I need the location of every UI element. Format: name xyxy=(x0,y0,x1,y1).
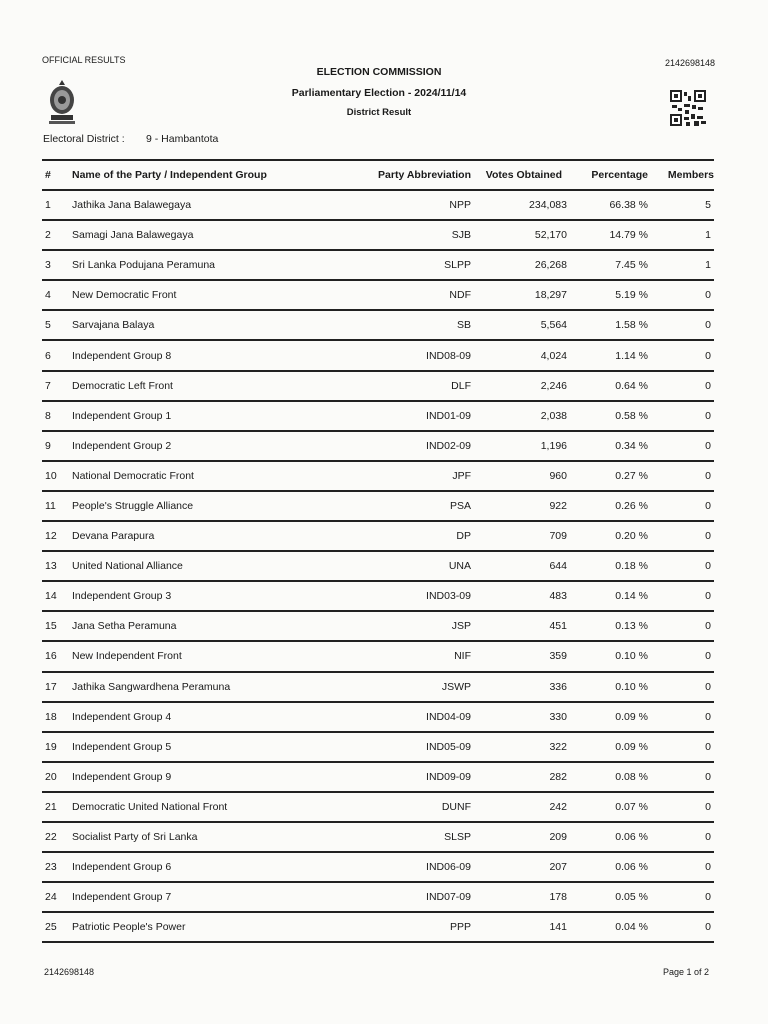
party-abbreviation: NDF xyxy=(449,289,471,302)
table-row xyxy=(42,733,714,763)
party-abbreviation: DUNF xyxy=(441,800,471,813)
footer-document-id: 2142698148 xyxy=(44,967,95,977)
votes-obtained: 52,170 xyxy=(534,229,567,242)
party-abbreviation: IND02-09 xyxy=(426,439,471,452)
percentage: 0.14 % xyxy=(615,590,648,603)
table-row xyxy=(42,372,714,402)
table-row xyxy=(42,311,714,341)
votes-obtained: 207 xyxy=(549,861,567,874)
percentage: 0.09 % xyxy=(615,710,648,723)
party-name: Independent Group 5 xyxy=(72,740,172,753)
votes-obtained: 644 xyxy=(549,560,567,573)
party-abbreviation: JPF xyxy=(452,469,471,482)
party-name: Samagi Jana Balawegaya xyxy=(72,229,194,242)
members: 0 xyxy=(705,289,711,302)
table-row xyxy=(42,221,714,251)
row-number: 10 xyxy=(45,469,57,482)
members: 0 xyxy=(705,861,711,874)
percentage: 0.07 % xyxy=(615,800,648,813)
votes-obtained: 960 xyxy=(549,469,567,482)
votes-obtained: 178 xyxy=(549,891,567,904)
party-abbreviation: IND08-09 xyxy=(426,349,471,362)
row-number: 2 xyxy=(45,229,51,242)
party-name: New Independent Front xyxy=(72,650,182,663)
table-row xyxy=(42,432,714,462)
row-number: 17 xyxy=(45,680,57,693)
row-number: 4 xyxy=(45,289,51,302)
row-number: 23 xyxy=(45,861,57,874)
party-abbreviation: JSWP xyxy=(441,680,471,693)
votes-obtained: 336 xyxy=(549,680,567,693)
percentage: 1.58 % xyxy=(615,319,648,332)
table-row xyxy=(42,402,714,432)
row-number: 3 xyxy=(45,259,51,272)
members: 5 xyxy=(705,199,711,212)
percentage: 0.64 % xyxy=(615,379,648,392)
page-number: Page 1 of 2 xyxy=(662,967,709,977)
table-row xyxy=(42,462,714,492)
percentage: 66.38 % xyxy=(609,199,648,212)
votes-obtained: 18,297 xyxy=(534,289,567,302)
party-name: Independent Group 8 xyxy=(72,349,172,362)
percentage: 0.06 % xyxy=(615,861,648,874)
row-number: 5 xyxy=(45,319,51,332)
table-row xyxy=(42,883,714,913)
table-row xyxy=(42,191,714,221)
row-number: 22 xyxy=(45,831,57,844)
party-name: United National Alliance xyxy=(72,560,183,573)
row-number: 12 xyxy=(45,530,57,543)
members: 0 xyxy=(705,740,711,753)
row-number: 16 xyxy=(45,650,57,663)
col-members: Members xyxy=(667,169,714,181)
table-row xyxy=(42,341,714,371)
party-abbreviation: IND09-09 xyxy=(426,770,471,783)
party-abbreviation: UNA xyxy=(448,560,471,573)
row-number: 18 xyxy=(45,710,57,723)
percentage: 14.79 % xyxy=(609,229,648,242)
party-name: Independent Group 4 xyxy=(72,710,172,723)
percentage: 0.10 % xyxy=(615,650,648,663)
row-number: 24 xyxy=(45,891,57,904)
row-number: 7 xyxy=(45,379,51,392)
party-abbreviation: SLSP xyxy=(444,831,471,844)
votes-obtained: 26,268 xyxy=(534,259,567,272)
party-name: Jathika Jana Balawegaya xyxy=(72,199,192,212)
table-row xyxy=(42,251,714,281)
percentage: 0.13 % xyxy=(615,620,648,633)
official-results-label: OFFICIAL RESULTS xyxy=(42,55,126,65)
election-title: Parliamentary Election - 2024/11/14 xyxy=(291,87,467,99)
party-name: Independent Group 9 xyxy=(72,770,172,783)
col-percentage: Percentage xyxy=(591,169,648,181)
party-abbreviation: SLPP xyxy=(444,259,471,272)
row-number: 14 xyxy=(45,590,57,603)
members: 1 xyxy=(705,259,711,272)
party-abbreviation: PSA xyxy=(449,499,471,512)
members: 0 xyxy=(705,710,711,723)
table-header xyxy=(42,161,714,191)
votes-obtained: 359 xyxy=(549,650,567,663)
members: 0 xyxy=(705,800,711,813)
votes-obtained: 209 xyxy=(549,831,567,844)
members: 0 xyxy=(705,891,711,904)
party-name: Jathika Sangwardhena Peramuna xyxy=(72,680,231,693)
members: 0 xyxy=(705,560,711,573)
row-number: 11 xyxy=(45,499,56,512)
percentage: 0.20 % xyxy=(615,530,648,543)
members: 0 xyxy=(705,650,711,663)
qr-code-icon xyxy=(670,90,706,126)
district-label: Electoral District : xyxy=(43,133,125,145)
party-abbreviation: IND01-09 xyxy=(426,409,471,422)
party-name: Independent Group 2 xyxy=(72,439,172,452)
district-value: 9 - Hambantota xyxy=(146,133,219,145)
party-name: Sarvajana Balaya xyxy=(72,319,155,332)
votes-obtained: 141 xyxy=(549,921,567,934)
row-number: 9 xyxy=(45,439,51,452)
percentage: 0.04 % xyxy=(615,921,648,934)
votes-obtained: 330 xyxy=(549,710,567,723)
party-name: Democratic United National Front xyxy=(72,800,228,813)
votes-obtained: 5,564 xyxy=(540,319,567,332)
percentage: 7.45 % xyxy=(615,259,648,272)
table-row xyxy=(42,673,714,703)
members: 0 xyxy=(705,469,711,482)
party-abbreviation: PPP xyxy=(449,921,471,934)
party-abbreviation: NIF xyxy=(454,650,471,663)
votes-obtained: 483 xyxy=(549,590,567,603)
row-number: 1 xyxy=(45,199,51,212)
party-name: Sri Lanka Podujana Peramuna xyxy=(72,259,216,272)
table-row xyxy=(42,552,714,582)
votes-obtained: 2,038 xyxy=(540,409,567,422)
table-row xyxy=(42,703,714,733)
votes-obtained: 2,246 xyxy=(540,379,567,392)
members: 0 xyxy=(705,680,711,693)
percentage: 0.34 % xyxy=(615,439,648,452)
table-row xyxy=(42,823,714,853)
members: 0 xyxy=(705,770,711,783)
party-name: Independent Group 7 xyxy=(72,891,172,904)
percentage: 0.58 % xyxy=(615,409,648,422)
table-row xyxy=(42,612,714,642)
party-name: Socialist Party of Sri Lanka xyxy=(72,831,198,844)
result-type: District Result xyxy=(346,107,412,118)
party-abbreviation: IND04-09 xyxy=(426,710,471,723)
table-row xyxy=(42,913,714,943)
percentage: 0.26 % xyxy=(615,499,648,512)
party-abbreviation: IND06-09 xyxy=(426,861,471,874)
percentage: 5.19 % xyxy=(615,289,648,302)
votes-obtained: 922 xyxy=(549,499,567,512)
party-name: Jana Setha Peramuna xyxy=(72,620,177,633)
party-name: Independent Group 6 xyxy=(72,861,172,874)
row-number: 19 xyxy=(45,740,57,753)
members: 0 xyxy=(705,530,711,543)
party-name: Democratic Left Front xyxy=(72,379,173,392)
percentage: 1.14 % xyxy=(615,349,648,362)
party-abbreviation: DLF xyxy=(451,379,471,392)
national-emblem-icon xyxy=(46,78,78,126)
row-number: 20 xyxy=(45,770,57,783)
percentage: 0.10 % xyxy=(615,680,648,693)
col-party-name: Name of the Party / Independent Group xyxy=(72,169,267,181)
votes-obtained: 451 xyxy=(549,620,567,633)
row-number: 21 xyxy=(45,800,57,813)
percentage: 0.06 % xyxy=(615,831,648,844)
votes-obtained: 234,083 xyxy=(529,199,567,212)
table-row xyxy=(42,793,714,823)
party-abbreviation: IND03-09 xyxy=(426,590,471,603)
members: 0 xyxy=(705,831,711,844)
table-row xyxy=(42,642,714,672)
members: 0 xyxy=(705,319,711,332)
members: 0 xyxy=(705,379,711,392)
members: 0 xyxy=(705,620,711,633)
table-row xyxy=(42,522,714,552)
party-abbreviation: JSP xyxy=(451,620,471,633)
party-name: Independent Group 3 xyxy=(72,590,172,603)
table-row xyxy=(42,281,714,311)
members: 0 xyxy=(705,921,711,934)
party-name: New Democratic Front xyxy=(72,289,177,302)
votes-obtained: 709 xyxy=(549,530,567,543)
percentage: 0.09 % xyxy=(615,740,648,753)
members: 0 xyxy=(705,409,711,422)
table-row xyxy=(42,492,714,522)
party-abbreviation: DP xyxy=(456,530,471,543)
members: 0 xyxy=(705,590,711,603)
percentage: 0.08 % xyxy=(615,770,648,783)
percentage: 0.18 % xyxy=(615,560,648,573)
document-id: 2142698148 xyxy=(664,58,715,68)
party-name: Independent Group 1 xyxy=(72,409,172,422)
row-number: 13 xyxy=(45,560,57,573)
party-abbreviation: SB xyxy=(456,319,471,332)
row-number: 8 xyxy=(45,409,51,422)
row-number: 15 xyxy=(45,620,57,633)
party-abbreviation: NPP xyxy=(449,199,471,212)
party-name: Devana Parapura xyxy=(72,530,155,543)
percentage: 0.05 % xyxy=(615,891,648,904)
votes-obtained: 1,196 xyxy=(540,439,567,452)
members: 0 xyxy=(705,349,711,362)
party-abbreviation: SJB xyxy=(451,229,471,242)
members: 0 xyxy=(705,439,711,452)
votes-obtained: 322 xyxy=(549,740,567,753)
party-name: National Democratic Front xyxy=(72,469,194,482)
votes-obtained: 282 xyxy=(549,770,567,783)
commission-title: ELECTION COMMISSION xyxy=(316,66,442,78)
col-abbreviation: Party Abbreviation xyxy=(378,169,471,181)
row-number: 6 xyxy=(45,349,51,362)
table-row xyxy=(42,582,714,612)
table-row xyxy=(42,763,714,793)
party-abbreviation: IND07-09 xyxy=(426,891,471,904)
party-abbreviation: IND05-09 xyxy=(426,740,471,753)
percentage: 0.27 % xyxy=(615,469,648,482)
col-number: # xyxy=(45,169,51,181)
table-row xyxy=(42,853,714,883)
results-table xyxy=(42,159,714,943)
votes-obtained: 242 xyxy=(549,800,567,813)
members: 0 xyxy=(705,499,711,512)
col-votes: Votes Obtained xyxy=(485,169,562,181)
party-name: Patriotic People's Power xyxy=(72,921,186,934)
members: 1 xyxy=(705,229,711,242)
votes-obtained: 4,024 xyxy=(540,349,567,362)
party-name: People's Struggle Alliance xyxy=(72,499,194,512)
row-number: 25 xyxy=(45,921,57,934)
